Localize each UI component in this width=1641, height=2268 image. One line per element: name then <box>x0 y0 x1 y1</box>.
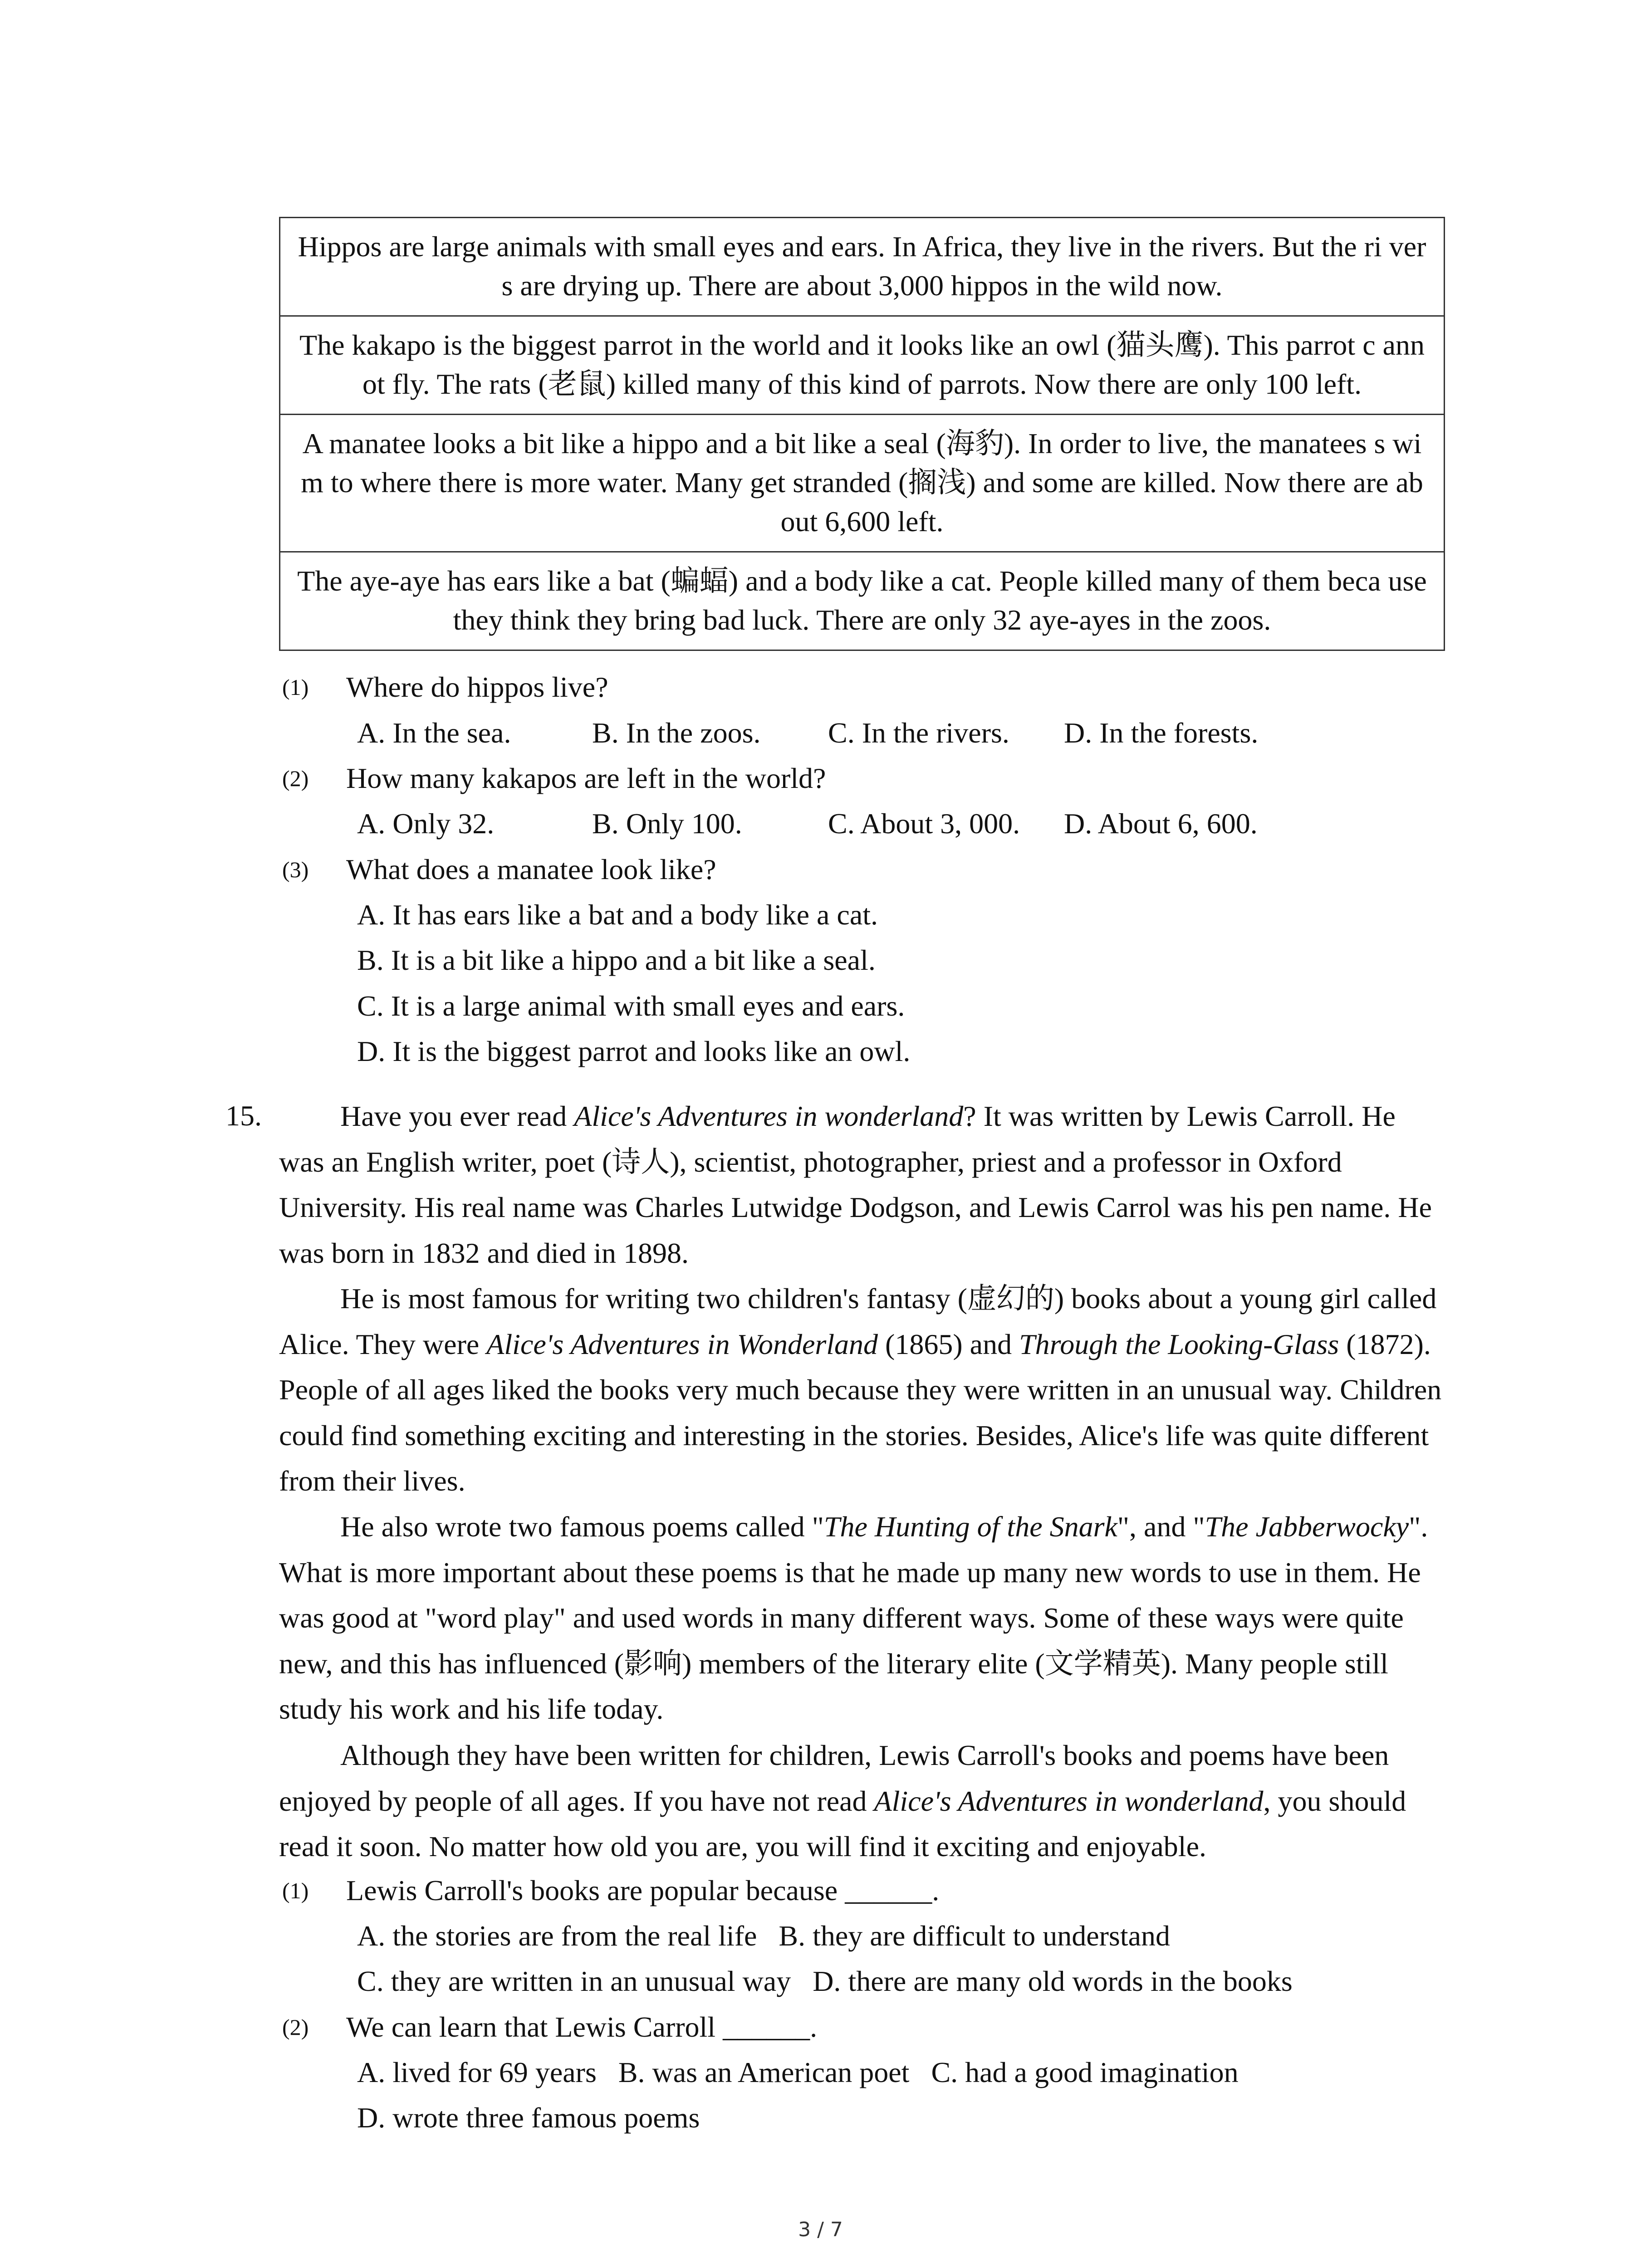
paragraph-2: He is most famous for writing two children's fantasy (虚幻的) books about a young girl called Alice. They were Alice's Adventures in Wonderland (1865) and Through the Looking-Glass (1872). People of all ages liked the books very much because they were written in an unusual way. Children could find something exciting and interesting in the stories. Besides, Alice's life was quite different from their lives. <box>279 1282 1442 1497</box>
paragraph-4: Although they have been written for children, Lewis Carroll's books and poems have been enjoyed by people of all ages. If you have not read Alice's Adventures in wonderland, you should read it soon. No matter how old you are, you will find it exciting and enjoyable. <box>279 1739 1406 1862</box>
option-c: C. It is a large animal with small eyes and ears. <box>357 990 905 1022</box>
question-number: (3) <box>282 857 309 882</box>
option-d: D. About 6, 600. <box>1064 807 1258 840</box>
question-text: Where do hippos live? <box>346 671 608 703</box>
option-c: C. About 3, 000. <box>828 807 1020 840</box>
paragraph-3: He also wrote two famous poems called "The Hunting of the Snark", and "The Jabberwocky". What is more important about these poems is that he made up many new words to use in them. He was good at "word play" and used words in many different ways. Some of these ways were quite new, and this has influenced (影响) members of the literary elite (文学精英). Many people still study his work and his life today. <box>279 1510 1428 1725</box>
book-title: Through the Looking-Glass <box>1019 1328 1339 1360</box>
book-title: Alice's Adventures in Wonderland <box>486 1328 878 1360</box>
poem-title: The Hunting of the Snark <box>823 1510 1117 1543</box>
option-c: C. In the rivers. <box>828 717 1009 749</box>
table-cell-aye-aye: The aye-aye has ears like a bat (蝙蝠) and a body like a cat. People killed many of them beca use they think they bring bad luck. There are only 32 aye-ayes in the zoos. <box>280 552 1445 650</box>
question-number: (2) <box>282 2014 309 2040</box>
options-line: A. the stories are from the real life B. they are difficult to understand <box>357 1920 1170 1952</box>
table-row <box>280 552 1445 650</box>
animal-info-table <box>279 217 1445 651</box>
question-text: Lewis Carroll's books are popular because ______. <box>346 1874 940 1906</box>
option-a: A. It has ears like a bat and a body like a cat. <box>357 899 878 931</box>
option-d: D. In the forests. <box>1064 717 1259 749</box>
options-line: C. they are written in an unusual way D. there are many old words in the books <box>357 1965 1293 1997</box>
question-text: We can learn that Lewis Carroll ______. <box>346 2011 818 2043</box>
question-number: (2) <box>282 766 309 791</box>
table-cell-kakapo: The kakapo is the biggest parrot in the world and it looks like an owl (猫头鹰). This parrot c annot fly. The rats (老鼠) killed many of this kind of parrots. Now there are only 100 left. <box>280 316 1445 415</box>
page-number: 3 / 7 <box>798 2218 843 2241</box>
options-line: A. lived for 69 years B. was an American poet C. had a good imagination <box>357 2056 1239 2088</box>
option-b: B. Only 100. <box>592 807 742 840</box>
question-number: (1) <box>282 1878 309 1903</box>
poem-title: The Jabberwocky <box>1205 1510 1409 1543</box>
option-b: B. It is a bit like a hippo and a bit like a seal. <box>357 944 876 976</box>
question-15-number: 15. <box>225 1100 262 1132</box>
option-a: A. Only 32. <box>357 807 495 840</box>
table-cell-hippo: Hippos are large animals with small eyes and ears. In Africa, they live in the rivers. But the ri vers are drying up. There are about 3,000 hippos in the wild now. <box>280 218 1445 316</box>
table-row <box>280 415 1445 552</box>
table-cell-manatee: A manatee looks a bit like a hippo and a bit like a seal (海豹). In order to live, the manatees s wim to where there is more water. Many get stranded (搁浅) and some are killed. Now there are about 6,600 left. <box>280 415 1445 552</box>
book-title: Alice's Adventures in wonderland <box>874 1784 1264 1817</box>
option-b: B. In the zoos. <box>592 717 761 749</box>
options-line: D. wrote three famous poems <box>357 2102 700 2134</box>
question-text: How many kakapos are left in the world? <box>346 762 826 794</box>
table-row <box>280 218 1445 316</box>
question-number: (1) <box>282 675 309 700</box>
option-a: A. In the sea. <box>357 717 511 749</box>
question-text: What does a manatee look like? <box>346 853 716 885</box>
paragraph-1: Have you ever read Alice's Adventures in wonderland? It was written by Lewis Carroll. He was an English writer, poet (诗人), scientist, photographer, priest and a professor in Oxford University. His real name was Charles Lutwidge Dodgson, and Lewis Carrol was his pen name. He was born in 1832 and died in 1898. <box>279 1100 1432 1269</box>
option-d: D. It is the biggest parrot and looks like an owl. <box>357 1035 911 1067</box>
table-row <box>280 316 1445 415</box>
book-title: Alice's Adventures in wonderland <box>574 1100 964 1132</box>
